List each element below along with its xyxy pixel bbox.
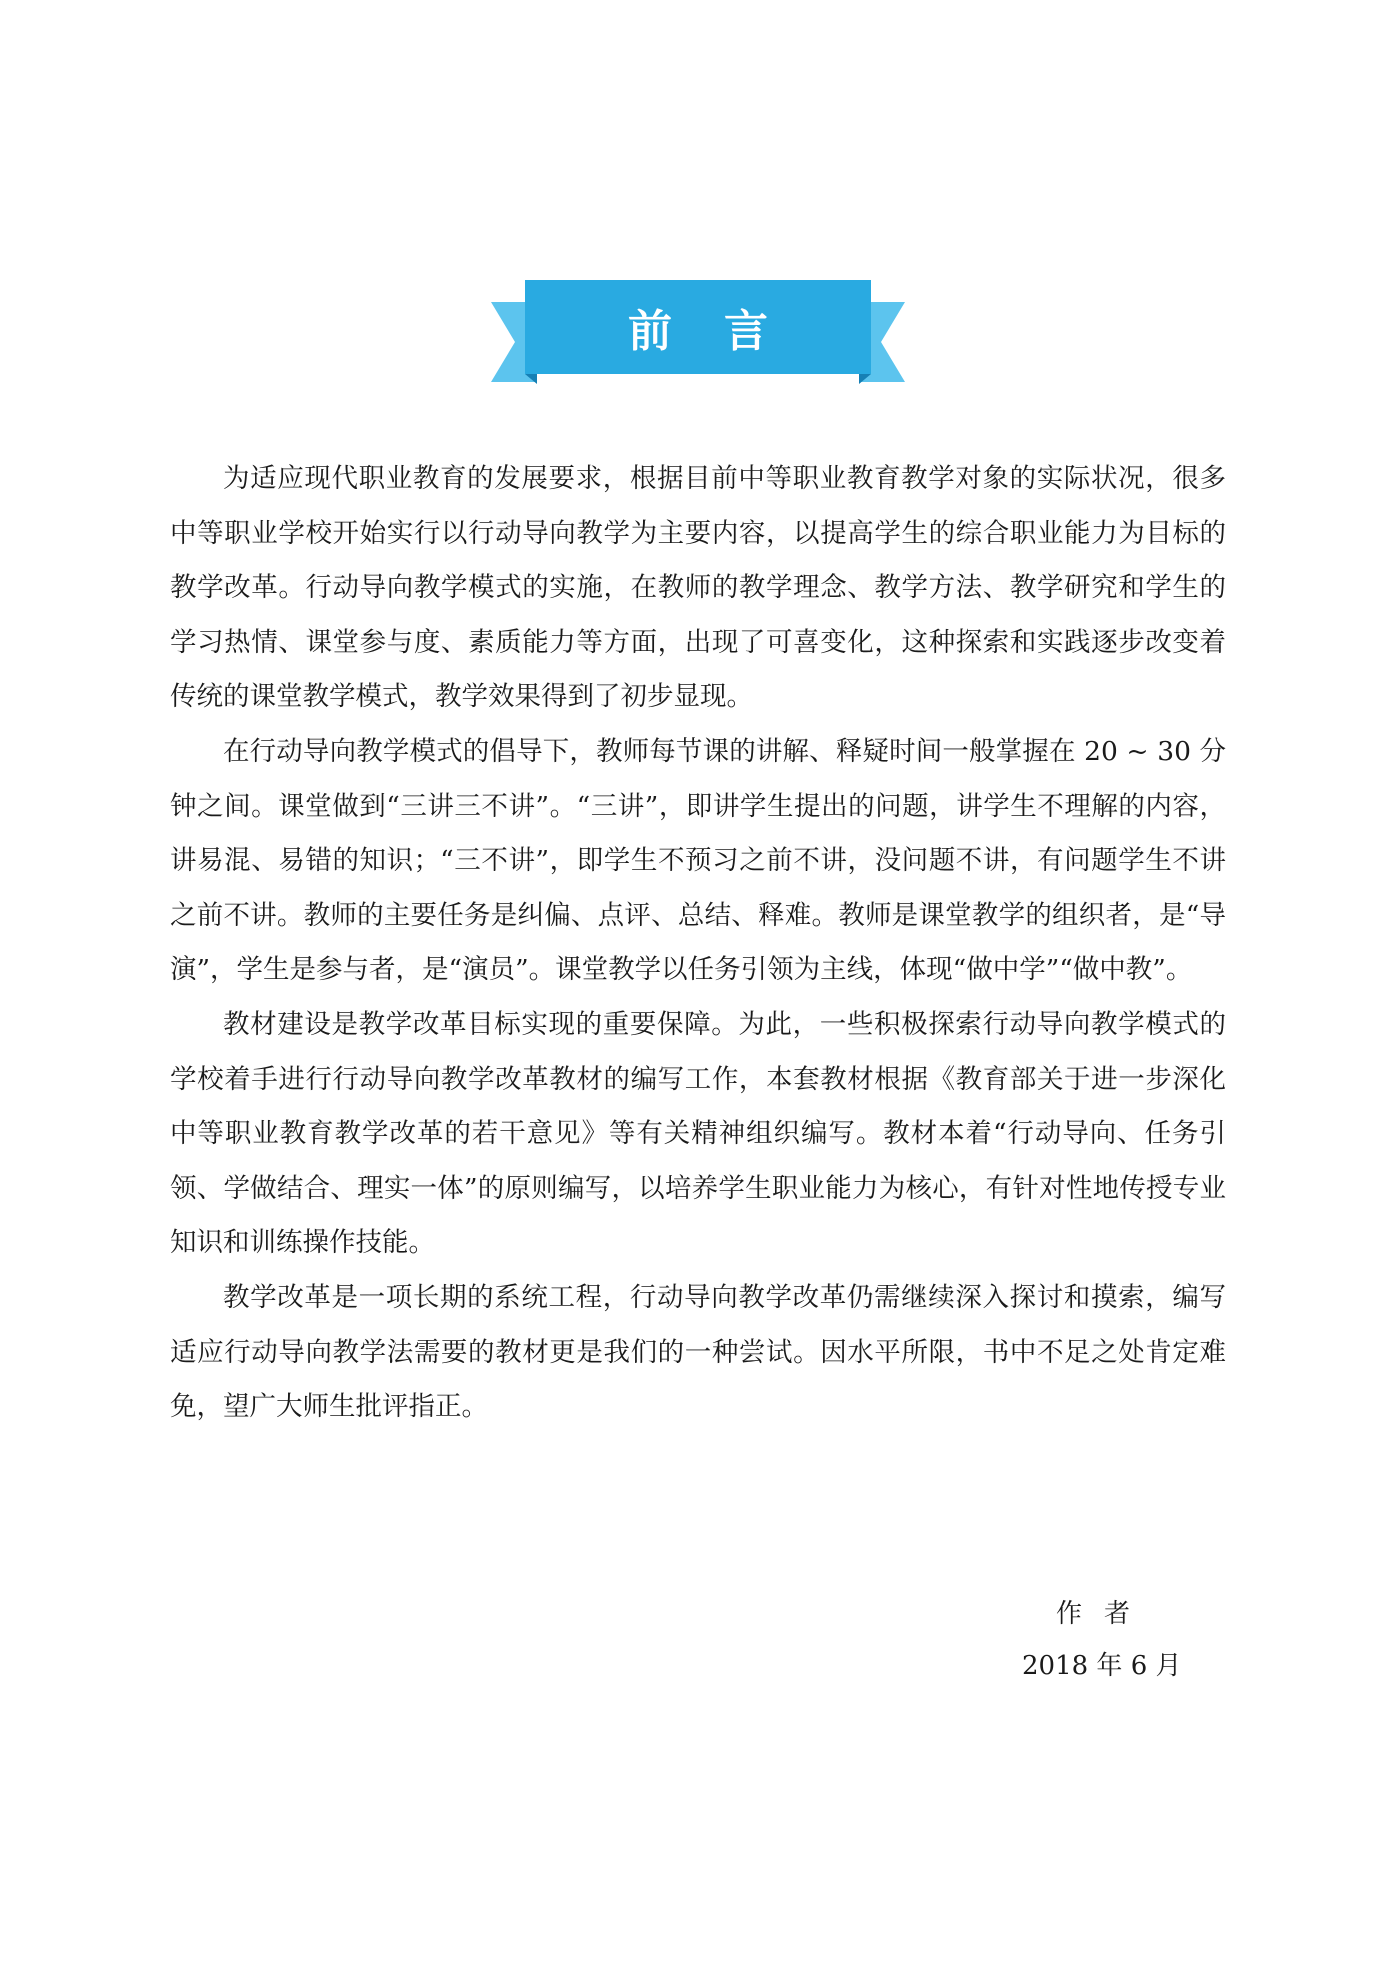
paragraph-4: 教学改革是一项长期的系统工程，行动导向教学改革仍需继续深入探讨和摸索，编写适应行动导向教学法需要的教材更是我们的一种尝试。因水平所限，书中不足之处肯定难免，望广大师生批评指正。 <box>170 1281 1226 1423</box>
paragraph-2: 在行动导向教学模式的倡导下，教师每节课的讲解、释疑时间一般掌握在 20 ~ 30 分钟之间。课堂做到“三讲三不讲”。“三讲”，即讲学生提出的问题，讲学生不理解的内容，讲易混、易错的知识；“三不讲”，即学生不预习之前不讲，没问题不讲，有问题学生不讲之前不讲。教师的主要任务是纠偏、点评、总结、释难。教师是课堂教学的组织者，是“导演”，学生是参与者，是“演员”。课堂教学以任务引领为主线，体现“做中学”“做中教”。 <box>170 735 1226 986</box>
signature-date: 2018 年 6 月 <box>1022 1651 1182 1681</box>
paragraph-1: 为适应现代职业教育的发展要求，根据目前中等职业教育教学对象的实际状况，很多中等职业学校开始实行以行动导向教学为主要内容，以提高学生的综合职业能力为目标的教学改革。行动导向教学模式的实施，在教师的教学理念、教学方法、教学研究和学生的学习热情、课堂参与度、素质能力等方面，出现了可喜变化，这种探索和实践逐步改变着传统的课堂教学模式，教学效果得到了初步显现。 <box>170 463 1226 713</box>
signature-block <box>1000 1588 1220 1692</box>
title-ribbon-banner <box>491 280 905 390</box>
preface-body <box>170 452 1226 1435</box>
paragraph-3: 教材建设是教学改革目标实现的重要保障。为此，一些积极探索行动导向教学模式的学校着手进行行动导向教学改革教材的编写工作，本套教材根据《教育部关于进一步深化中等职业教育教学改革的若干意见》等有关精神组织编写。教材本着“行动导向、任务引领、学做结合、理实一体”的原则编写，以培养学生职业能力为核心，有针对性地传授专业知识和训练操作技能。 <box>170 1008 1226 1259</box>
page-title: 前言 <box>628 306 820 357</box>
signature-author: 作者 <box>1056 1599 1153 1629</box>
